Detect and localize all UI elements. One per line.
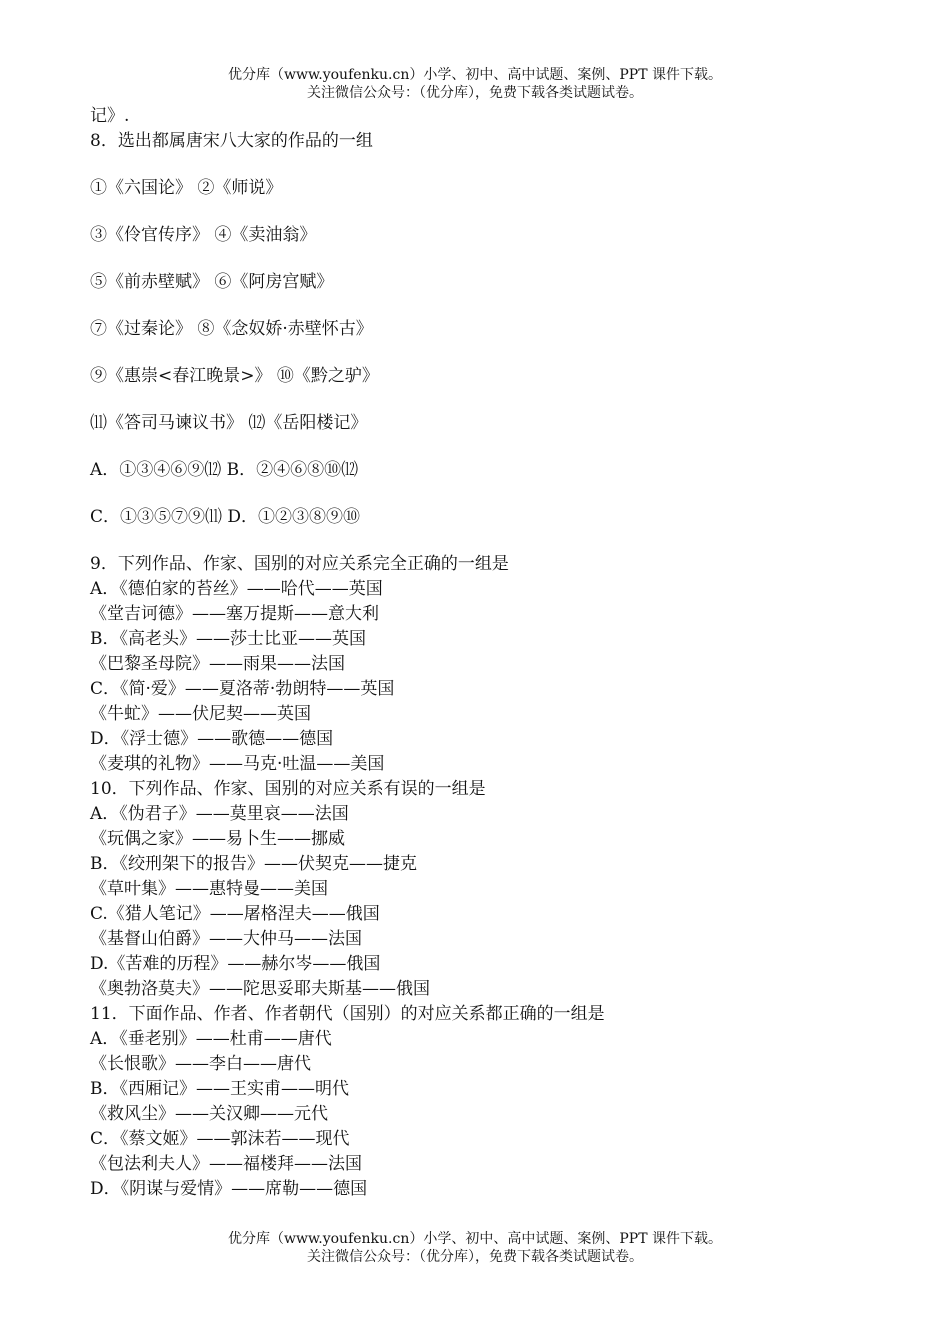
q8-stem: 8．选出都属唐宋八大家的作品的一组	[90, 131, 373, 151]
q11-line: A．《垂老别》——杜甫——唐代	[90, 1029, 332, 1049]
q9-line: D．《浮士德》——歌德——德国	[90, 729, 334, 749]
page-header	[0, 66, 950, 102]
q11-line: B．《西厢记》——王实甫——明代	[90, 1079, 349, 1099]
q8-option: C．①③⑤⑦⑨⑾ D．①②③⑧⑨⑩	[90, 507, 361, 527]
footer-line-1: 优分库（www.youfenku.cn）小学、初中、高中试题、案例、PPT 课件下载。	[227, 1231, 722, 1247]
q9-line: 《麦琪的礼物》——马克·吐温——美国	[90, 754, 385, 774]
q11-line: 《救风尘》——关汉卿——元代	[90, 1104, 328, 1124]
q9-stem: 9．下列作品、作家、国别的对应关系完全正确的一组是	[90, 554, 509, 574]
q9-line: B．《高老头》——莎士比亚——英国	[90, 629, 366, 649]
q10-line: B．《绞刑架下的报告》——伏契克——捷克	[90, 854, 417, 874]
header-line-2: 关注微信公众号：（优分库），免费下载各类试题试卷。	[307, 85, 643, 101]
q10-line: D.《苦难的历程》——赫尔岑——俄国	[90, 954, 381, 974]
q8-item: ⑦《过秦论》 ⑧《念奴娇·赤壁怀古》	[90, 319, 373, 339]
q8-item: ⑨《惠崇<春江晚景>》 ⑩《黔之驴》	[90, 366, 379, 386]
q11-line: 《长恨歌》——李白——唐代	[90, 1054, 311, 1074]
q11-line: D．《阴谋与爱情》——席勒——德国	[90, 1179, 368, 1199]
q11-line: C．《蔡文姬》——郭沫若——现代	[90, 1129, 350, 1149]
q9-line: 《牛虻》——伏尼契——英国	[90, 704, 311, 724]
q9-line: 《巴黎圣母院》——雨果——法国	[90, 654, 345, 674]
header-line-1: 优分库（www.youfenku.cn）小学、初中、高中试题、案例、PPT 课件下载。	[227, 67, 722, 83]
document-body	[90, 104, 890, 1202]
q10-line: A．《伪君子》——莫里哀——法国	[90, 804, 349, 824]
q10-stem: 10．下列作品、作家、国别的对应关系有误的一组是	[90, 779, 486, 799]
q11-stem: 11．下面作品、作者、作者朝代（国别）的对应关系都正确的一组是	[90, 1004, 605, 1024]
q8-option: A．①③④⑥⑨⑿ B．②④⑥⑧⑩⑿	[90, 460, 359, 480]
continuation-text: 记》.	[90, 106, 130, 126]
q11-line: 《包法利夫人》——福楼拜——法国	[90, 1154, 362, 1174]
page-footer	[0, 1230, 950, 1266]
q10-line: 《奥勃洛莫夫》——陀思妥耶夫斯基——俄国	[90, 979, 430, 999]
q10-line: 《玩偶之家》——易卜生——挪威	[90, 829, 345, 849]
q9-line: C．《简·爱》——夏洛蒂·勃朗特——英国	[90, 679, 395, 699]
q10-line: 《基督山伯爵》——大仲马——法国	[90, 929, 362, 949]
q9-line: 《堂吉诃德》——塞万提斯——意大利	[90, 604, 379, 624]
q8-item: ⑾《答司马谏议书》 ⑿《岳阳楼记》	[90, 413, 368, 433]
q8-item: ①《六国论》 ②《师说》	[90, 178, 283, 198]
footer-line-2: 关注微信公众号：（优分库），免费下载各类试题试卷。	[307, 1249, 643, 1265]
q10-line: C.《猎人笔记》——屠格涅夫——俄国	[90, 904, 380, 924]
q9-line: A．《德伯家的苔丝》——哈代——英国	[90, 579, 383, 599]
q8-item: ③《伶官传序》 ④《卖油翁》	[90, 225, 317, 245]
q8-item: ⑤《前赤壁赋》 ⑥《阿房宫赋》	[90, 272, 334, 292]
q10-line: 《草叶集》——惠特曼——美国	[90, 879, 328, 899]
